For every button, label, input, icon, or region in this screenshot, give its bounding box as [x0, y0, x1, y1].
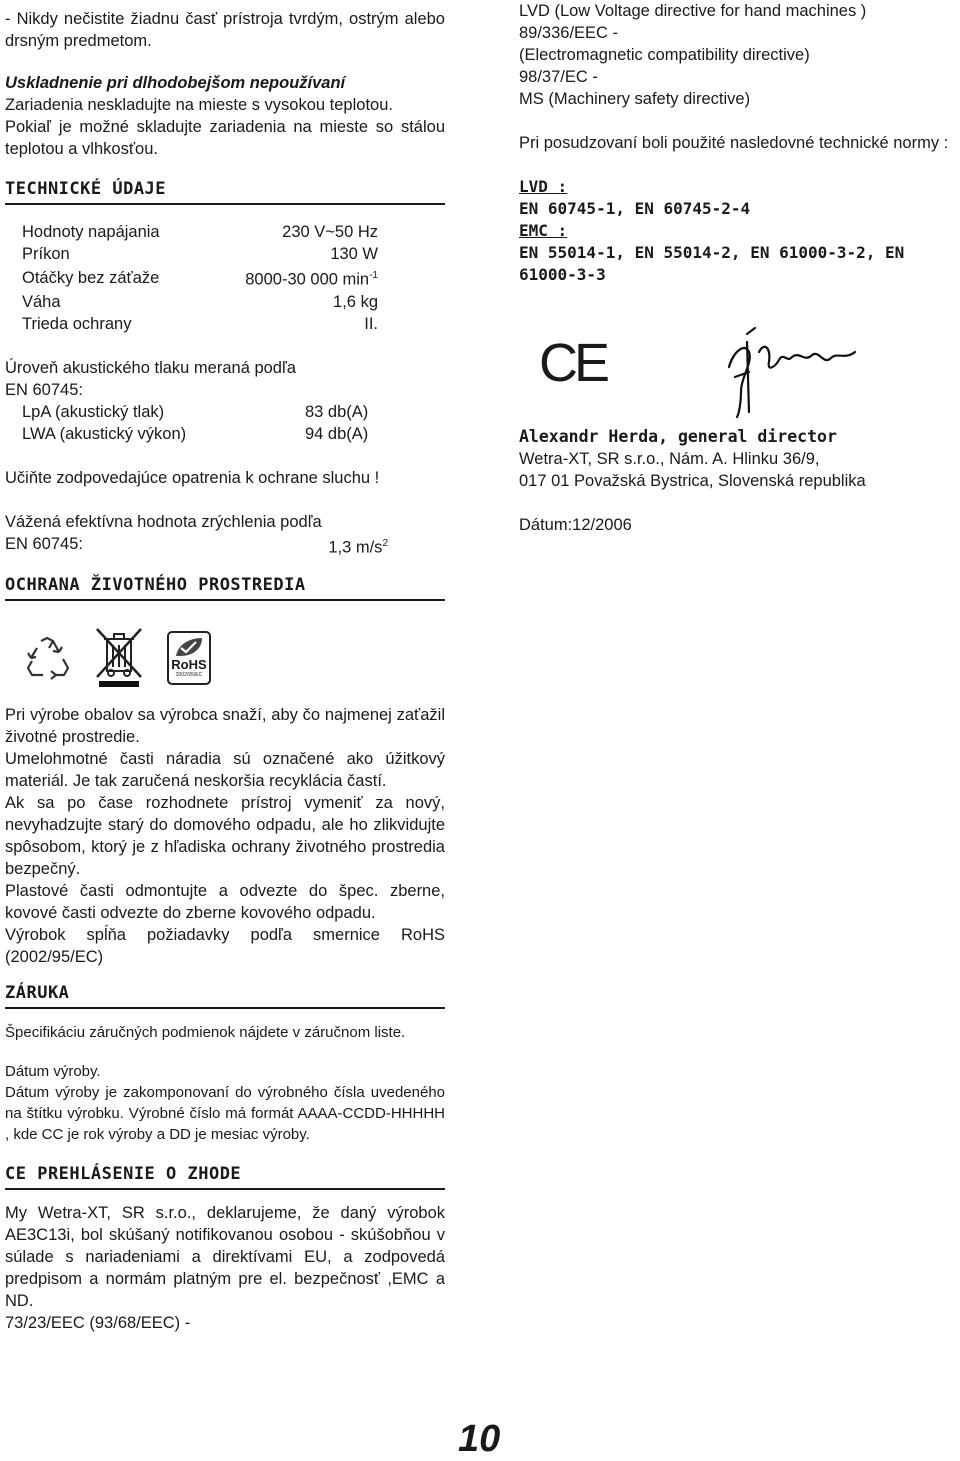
spec-value: 230 V~50 Hz: [282, 223, 378, 241]
vibration-value-wrap: [328, 533, 388, 559]
environment-text: [5, 704, 445, 968]
spec-value: II.: [364, 314, 378, 333]
signature: [719, 322, 869, 422]
directive-emc: (Electromagnetic compatibility directive): [519, 46, 810, 64]
vibration-intro: Vážená efektívna hodnota zrýchlenia podľa: [5, 512, 322, 531]
env-paragraph: Ak sa po čase rozhodnete prístroj vymeniť za nový, nevyhadzujte starý do domového odpadu, ale ho zlikvidujte spôsobom, ktorý je z hľadiska ochrany životného prostredia bezpečný.: [5, 794, 445, 878]
tech-data-heading: TECHNICKÉ ÚDAJE: [5, 178, 445, 205]
vibration-value: 1,3 m/s: [328, 538, 383, 556]
spec-label: Váha: [22, 292, 61, 311]
spec-row: [22, 265, 378, 291]
noise-value: 94 db(A): [305, 424, 369, 443]
environment-heading: OCHRANA ŽIVOTNÉHO PROSTREDIA: [5, 574, 445, 601]
spec-unit-exponent: -1: [369, 270, 378, 281]
page-number: 10: [458, 1418, 501, 1460]
spec-value: 1,6 kg: [333, 292, 378, 311]
spec-value-cell: [203, 265, 378, 291]
vibration-row: [5, 533, 388, 559]
storage-text-1: Zariadenia neskladujte na mieste s vysokou teplotou.: [5, 96, 393, 114]
env-paragraph: Plastové časti odmontujte a odvezte do špec. zberne, kovové časti odvezte do zberne kovového odpadu.: [5, 882, 445, 922]
crossed-out-bin-icon: [93, 627, 145, 689]
emc-label: EMC :: [519, 221, 568, 240]
ce-signature-area: [519, 286, 959, 426]
ce-directive-line: 73/23/EEC (93/68/EEC) -: [5, 1314, 191, 1332]
vibration-label: EN 60745:: [5, 534, 83, 553]
company-address: 017 01 Považská Bystrica, Slovenská republika: [519, 472, 866, 490]
directive-lvd: LVD (Low Voltage directive for hand machines ): [519, 2, 867, 20]
spec-row: [22, 243, 378, 265]
noise-label: LpA (akustický tlak): [22, 402, 165, 421]
company-name: Wetra-XT, SR s.r.o., Nám. A. Hlinku 36/9,: [519, 450, 820, 468]
production-date-text: Dátum výroby je zakomponovaní do výrobného čísla uvedeného na štítku výrobku. Výrobné číslo má formát AAAA-CCDD-HHHHH , kde CC je rok výroby a DD je mesiac výroby.: [5, 1084, 445, 1143]
noise-row: [22, 401, 368, 423]
noise-value: 83 db(A): [305, 402, 369, 421]
spec-row: [22, 313, 378, 335]
rohs-text: RoHS: [171, 657, 207, 672]
right-column: [519, 0, 959, 536]
lvd-label: LVD :: [519, 177, 568, 196]
noise-table: [22, 401, 368, 445]
environment-icons: [5, 601, 445, 696]
warranty-heading: ZÁRUKA: [5, 982, 445, 1009]
warranty-text: Špecifikáciu záručných podmienok nájdete v záručnom liste.: [5, 1024, 406, 1041]
env-paragraph: Výrobok spĺňa požiadavky podľa smernice RoHS (2002/95/EC): [5, 926, 445, 966]
env-paragraph: Pri výrobe obalov sa výrobca snaží, aby čo najmenej zaťažil životné prostredie.: [5, 706, 445, 746]
care-warning: - Nikdy nečistite žiadnu časť prístroja tvrdým, ostrým alebo drsným predmetom.: [5, 10, 445, 50]
ce-declaration-heading: CE PREHLÁSENIE O ZHODE: [5, 1163, 445, 1190]
spec-label: Otáčky bez záťaže: [22, 268, 160, 287]
spec-row: [22, 221, 378, 243]
directive-ms: MS (Machinery safety directive): [519, 90, 751, 108]
noise-standard: EN 60745:: [5, 380, 83, 399]
spec-label: Hodnoty napájania: [22, 223, 160, 241]
noise-label: LWA (akustický výkon): [22, 424, 187, 443]
storage-text-2: Pokiaľ je možné skladujte zariadenia na mieste so stálou teplotou a vlhkosťou.: [5, 118, 445, 158]
production-date-title: Dátum výroby.: [5, 1063, 101, 1080]
declaration-date: Dátum:12/2006: [519, 516, 632, 534]
rohs-directive: 2002/95/EC: [175, 672, 203, 678]
storage-title: Uskladnenie pri dlhodobejšom nepoužívaní: [5, 74, 346, 92]
specs-table: [22, 221, 378, 335]
leaf-check-icon: [172, 636, 206, 658]
spec-row: [22, 291, 378, 313]
noise-intro: Úroveň akustického tlaku meraná podľa: [5, 358, 296, 377]
hearing-protection-note: Učiňte zodpovedajúce opatrenia k ochrane sluchu !: [5, 468, 380, 487]
ce-mark: CE: [539, 333, 607, 393]
spec-value: 130 W: [330, 245, 378, 263]
left-column: [5, 0, 445, 1334]
spec-label: Trieda ochrany: [22, 314, 132, 333]
norms-intro: Pri posudzovaní boli použité nasledovné technické normy :: [519, 134, 949, 152]
directive-ms-code: 98/37/EC -: [519, 68, 598, 86]
rohs-badge: [167, 631, 211, 685]
recycle-icon: [23, 635, 73, 681]
noise-row: [22, 423, 368, 445]
lvd-norms: EN 60745-1, EN 60745-2-4: [519, 199, 751, 218]
directive-emc-code: 89/336/EEC -: [519, 24, 619, 42]
ce-declaration-text: My Wetra-XT, SR s.r.o., deklarujeme, že daný výrobok AE3C13i, bol skúšaný notifikovanou osobou - skúšobňou v súlade s nariadeniami a direktívami EU, a zodpovedá predpisom a normám platným pre el. bezpečnosť ,EMC a ND.: [5, 1204, 445, 1310]
emc-norms: EN 55014-1, EN 55014-2, EN 61000-3-2, EN 61000-3-3: [519, 243, 905, 284]
signer-name: Alexandr Herda, general director: [519, 427, 837, 446]
spec-label: Príkon: [22, 245, 70, 263]
env-paragraph: Umelohmotné časti náradia sú označené ako úžitkový materiál. Je tak zaručená neskoršia recyklácia častí.: [5, 750, 445, 790]
vibration-unit-exponent: 2: [382, 537, 388, 549]
spec-value: 8000-30 000 min: [245, 270, 370, 289]
